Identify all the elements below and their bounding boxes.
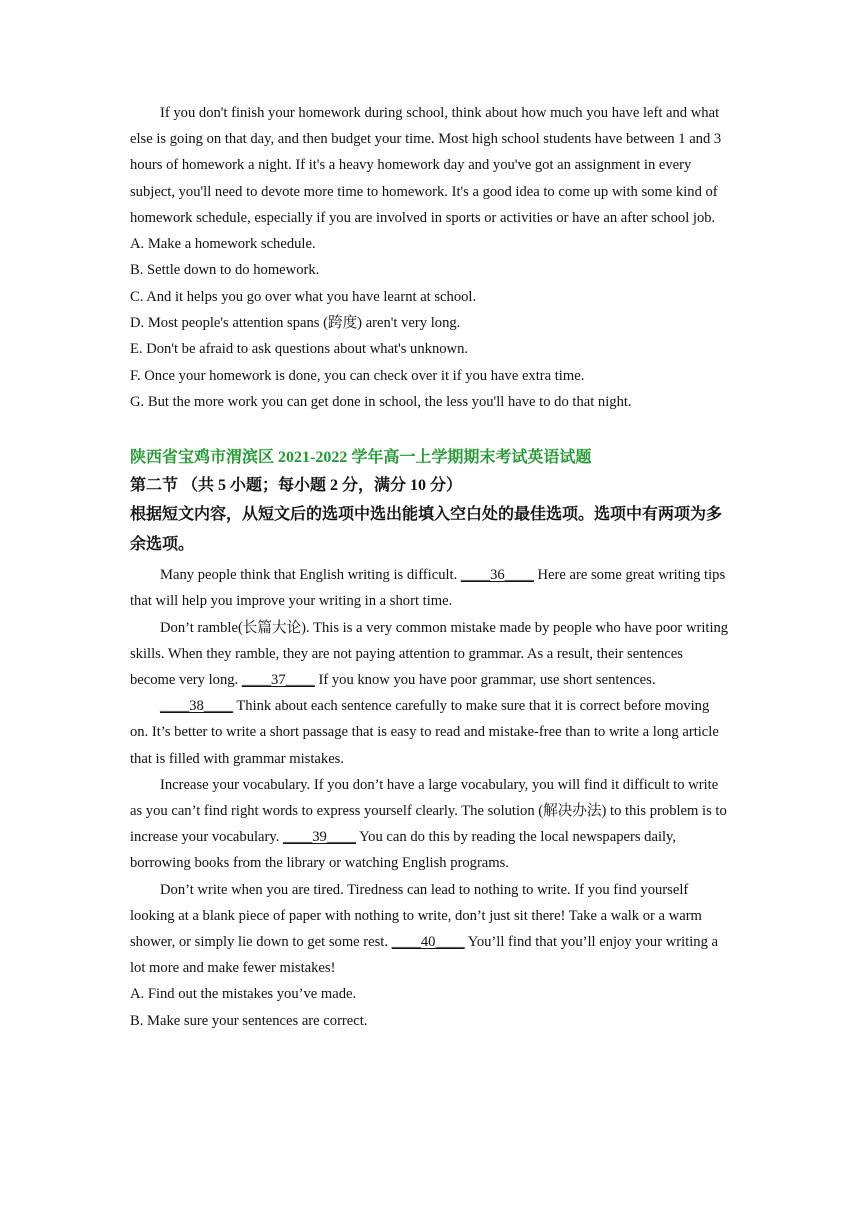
passage1-option-c: C. And it helps you go over what you have learnt at school.: [130, 288, 477, 305]
blank-40: ____40____: [391, 933, 465, 950]
blank-39: ____39____: [283, 829, 356, 846]
blank-36: ____36____: [460, 567, 534, 584]
instructions: 根据短文内容，从短文后的选项中选出能填入空白处的最佳选项。选项中有两项为多余选项。: [130, 506, 723, 554]
passage1-option-a: A. Make a homework schedule.: [130, 236, 316, 253]
passage2-paragraph-3: [130, 693, 730, 772]
paragraph-text: Think about each sentence carefully to make sure that it is correct before moving on. It’s better to write a short passage that is easy to read and mistake-free than to write a long article that is filled with grammar mistakes.: [130, 698, 719, 767]
paragraph-text: Increase your vocabulary. If you don’t have a large vocabulary, you will find it difficult to write as you can’t find right words to express yourself clearly. The solution (解决办法) to this problem is to increase your vocabulary.: [130, 776, 727, 846]
blank-37: ____37____: [241, 671, 315, 688]
passage2-option-a: A. Find out the mistakes you’ve made.: [130, 986, 357, 1003]
paragraph-text: Many people think that English writing is difficult.: [160, 567, 461, 584]
passage1-option-f: F. Once your homework is done, you can check over it if you have extra time.: [130, 367, 585, 384]
passage1-paragraph: If you don't finish your homework during school, think about how much you have left and what else is going on that day, and then budget your time. Most high school students have between 1 and 3 hours of homework a night. If it's a heavy homework day and you've got an assignment in every subject, you'll need to devote more time to homework. It's a good idea to come up with some kind of homework schedule, especially if you are involved in sports or activities or have an after school job.: [130, 105, 722, 226]
source-title: 陕西省宝鸡市渭滨区 2021-2022 学年高一上学期期末考试英语试题: [130, 449, 592, 467]
passage2-paragraph-4: [130, 772, 730, 877]
passage2-option-b: B. Make sure your sentences are correct.: [130, 1012, 368, 1029]
passage1-option-b: B. Settle down to do homework.: [130, 262, 320, 279]
paragraph-text: If you know you have poor grammar, use short sentences.: [314, 671, 656, 688]
blank-38: ____38____: [160, 698, 233, 715]
paragraph-text: You can do this by reading the local newspapers daily, borrowing books from the library or watching English programs.: [130, 829, 677, 872]
passage1-option-e: E. Don't be afraid to ask questions about what's unknown.: [130, 341, 469, 358]
paragraph-text: You’ll find that you’ll enjoy your writing a lot more and make fewer mistakes!: [130, 933, 718, 977]
passage2-paragraph-5: [130, 877, 730, 982]
paragraph-text: Don’t write when you are tired. Tiredness can lead to nothing to write. If you find yourself looking at a blank piece of paper with nothing to write, don’t just sit there! Take a walk or a warm shower, or simply lie down to get some rest.: [130, 881, 702, 950]
paragraph-text: Don’t ramble(长篇大论). This is a very common mistake made by people who have poor writing skills. When they ramble, they are not paying attention to grammar. As a result, their sentences become very long.: [130, 619, 729, 688]
passage2-paragraph-1: [130, 562, 730, 614]
page-content: [130, 100, 730, 1034]
section-heading: 第二节 （共 5 小题；每小题 2 分，满分 10 分）: [130, 477, 463, 495]
passage1-option-d: D. Most people's attention spans (跨度) aren't very long.: [130, 314, 461, 331]
passage1-option-g: G. But the more work you can get done in school, the less you'll have to do that night.: [130, 393, 632, 410]
paragraph-text: Here are some great writing tips that will help you improve your writing in a short time.: [130, 567, 726, 610]
passage2-paragraph-2: [130, 615, 730, 694]
